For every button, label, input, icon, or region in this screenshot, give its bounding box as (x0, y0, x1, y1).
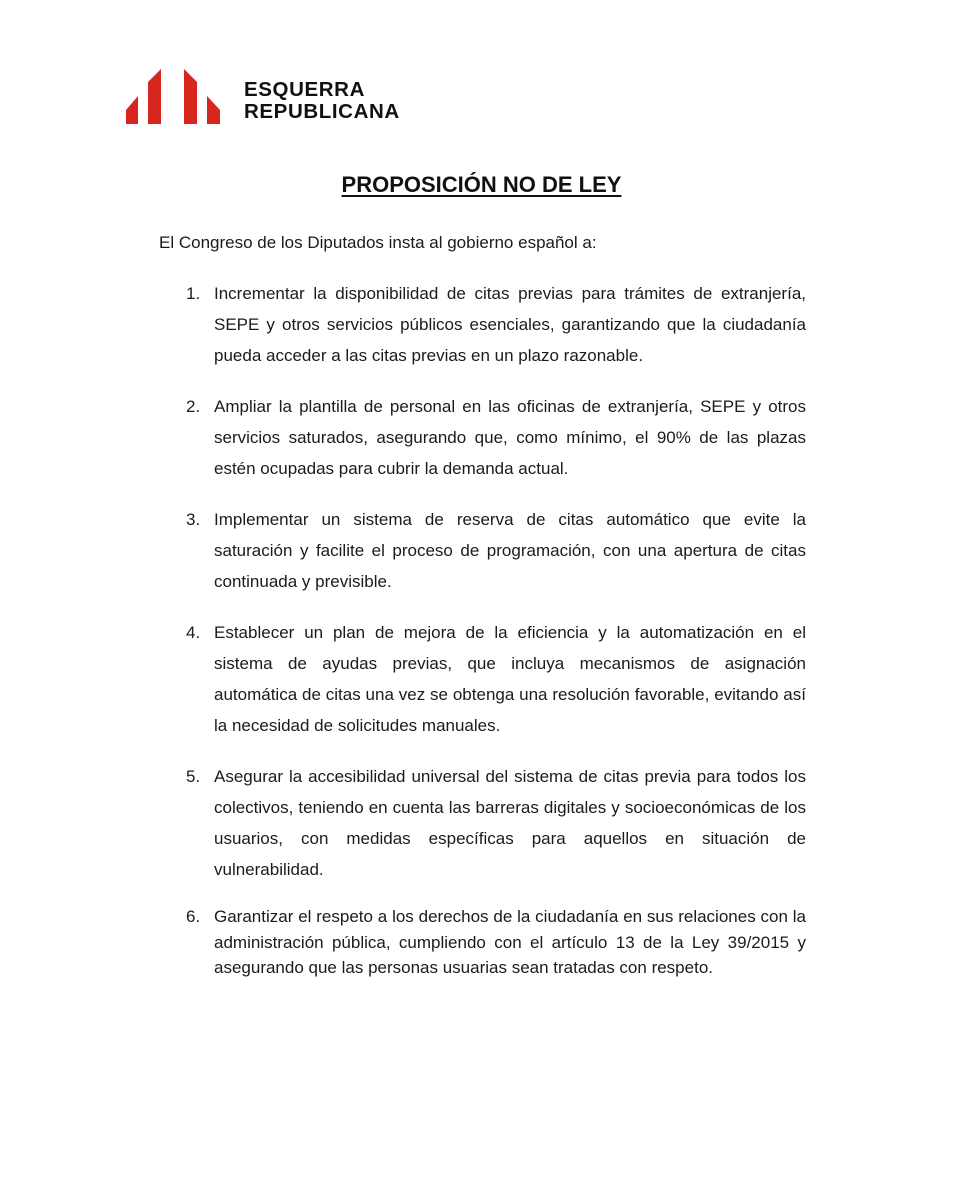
document-intro: El Congreso de los Diputados insta al gobierno español a: (159, 233, 597, 252)
list-item-number: 3. (186, 510, 201, 529)
list-item (186, 504, 806, 597)
list-item-number: 6. (186, 907, 201, 926)
list-item (186, 391, 806, 484)
list-item (186, 761, 806, 885)
list-item-text: Implementar un sistema de reserva de citas automático que evite la saturación y facilite el proceso de programación, con una apertura de citas continuada y previsible. (214, 510, 806, 591)
list-item-number: 4. (186, 623, 201, 642)
logo-bar-3 (184, 69, 197, 124)
document-title: PROPOSICIÓN NO DE LEY (341, 172, 622, 197)
logo-wordmark (244, 79, 400, 123)
list-item (186, 904, 806, 981)
list-item-text: Establecer un plan de mejora de la eficiencia y la automatización en el sistema de ayudas previas, que incluya mecanismos de asignación automática de citas una vez se obtenga una resolución favorable, evitando así la necesidad de solicitudes manuales. (214, 623, 806, 735)
logo-bar-4 (207, 96, 220, 124)
list-item-number: 1. (186, 284, 201, 303)
list-item-text: Asegurar la accesibilidad universal del sistema de citas previa para todos los colectivos, teniendo en cuenta las barreras digitales y socioeconómicas de los usuarios, con medidas específicas para aquellos en situación de vulnerabilidad. (214, 767, 806, 879)
esquerra-republicana-logo-icon (126, 66, 220, 124)
logo-line-2: REPUBLICANA (244, 100, 400, 123)
logo-bar-1 (126, 96, 138, 124)
list-item-text: Garantizar el respeto a los derechos de la ciudadanía en sus relaciones con la administración pública, cumpliendo con el artículo 13 de la Ley 39/2015 y asegurando que las personas usuarias sean tratadas con respeto. (214, 907, 806, 977)
logo-line-1: ESQUERRA (244, 78, 365, 101)
list-item (186, 617, 806, 741)
list-item-text: Ampliar la plantilla de personal en las oficinas de extranjería, SEPE y otros servicios saturados, asegurando que, como mínimo, el 90% de las plazas estén ocupadas para cubrir la demanda actual. (214, 397, 806, 478)
logo-bar-2 (148, 69, 161, 124)
party-logo (126, 66, 400, 124)
list-item (186, 278, 806, 371)
list-item-number: 5. (186, 767, 201, 786)
list-item-text: Incrementar la disponibilidad de citas previas para trámites de extranjería, SEPE y otros servicios públicos esenciales, garantizando que la ciudadanía pueda acceder a las citas previas en un plazo razonable. (214, 284, 806, 365)
list-item-number: 2. (186, 397, 201, 416)
